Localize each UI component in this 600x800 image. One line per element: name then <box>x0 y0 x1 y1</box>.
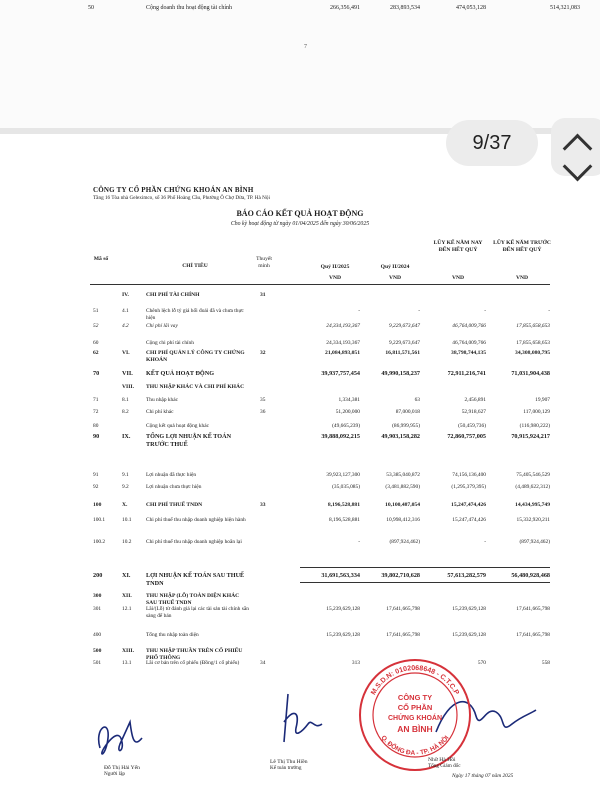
row-item: Chênh lệch lỗ tỷ giá hối đoái đã và chưa thực hiện <box>146 308 244 321</box>
row-value-ytd2024: 17,855,658,653 <box>516 323 550 329</box>
row-section: IV. <box>122 292 129 298</box>
unit-label: VND <box>328 275 342 281</box>
unit-label: VND <box>515 275 529 281</box>
row-code: 100 <box>93 502 102 508</box>
row-item: CHI PHÍ QUẢN LÝ CÔNG TY CHỨNG KHOÁN <box>146 350 245 363</box>
row-value-q2024: (86,999,955) <box>392 423 420 429</box>
row-value: 266,356,491 <box>330 5 360 11</box>
row-value-q2024: 17,641,665,798 <box>386 632 420 638</box>
company-name: CÔNG TY CỔ PHẦN CHỨNG KHOÁN AN BÌNH <box>93 186 254 194</box>
row-section: 4.1 <box>122 308 129 314</box>
row-note: 35 <box>260 397 266 403</box>
report-title: BÁO CÁO KẾT QUẢ HOẠT ĐỘNG <box>236 209 364 218</box>
row-item: Chi phí lãi vay <box>146 323 178 329</box>
row-code: 91 <box>93 472 99 478</box>
row-code: 200 <box>93 572 103 579</box>
preparer-name: Đỗ Thị Hải Yến <box>104 765 140 771</box>
row-value-q2025: 24,334,193,367 <box>326 340 360 346</box>
row-value-q2025: 51,200,000 <box>335 409 360 415</box>
row-value: 283,893,534 <box>390 5 420 11</box>
row-value-q2025: 1,334,381 <box>338 397 360 403</box>
row-value-ytd2024: 17,855,658,653 <box>516 340 550 346</box>
row-value-q2024: - <box>418 308 420 314</box>
row-value-q2025: (49,665,239) <box>332 423 360 429</box>
row-section: IX. <box>122 433 131 440</box>
row-code: 51 <box>93 308 99 314</box>
row-code: 80 <box>93 423 99 429</box>
row-code: 300 <box>93 593 102 599</box>
row-item: TỔNG LỢI NHUẬN KẾ TOÁN TRƯỚC THUẾ <box>146 433 232 448</box>
unit-label: VND <box>388 275 402 281</box>
row-item: KẾT QUẢ HOẠT ĐỘNG <box>146 370 215 377</box>
col-q2025-header: Quý II/2025 <box>320 264 350 270</box>
page-number: 7 <box>304 44 307 50</box>
previous-page <box>0 0 600 128</box>
row-value-ytd2024: 15,332,920,211 <box>516 517 550 523</box>
row-value-ytd2025: 15,247,474,426 <box>451 502 486 508</box>
row-value-ytd2025: 15,247,474,426 <box>452 517 486 523</box>
row-section: VIII. <box>122 384 134 390</box>
row-item: Tổng thu nhập toàn diện <box>146 632 199 638</box>
row-code: 71 <box>93 397 99 403</box>
row-value-q2024: (3,481,882,590) <box>385 484 420 490</box>
row-section: XI. <box>122 572 131 579</box>
row-value-q2025: 8,196,528,881 <box>329 517 360 523</box>
row-value-ytd2025: 72,911,216,741 <box>447 370 486 377</box>
director-name: Nhữ Hà Hồi <box>428 757 456 763</box>
row-value-ytd2025: (50,459,736) <box>458 423 486 429</box>
row-value: 514,321,083 <box>550 5 580 11</box>
row-section: 9.1 <box>122 472 129 478</box>
row-item: Lãi cơ bản trên cổ phiếu (Đồng/1 cổ phiếu) <box>146 660 240 666</box>
row-value-q2025: 313 <box>351 660 360 666</box>
row-value-ytd2025: (1,295,379,395) <box>451 484 486 490</box>
row-value-q2024: 16,811,571,561 <box>385 350 420 356</box>
svg-text:Q. ĐỐNG ĐA - TP. HÀ NỘI <box>379 734 450 757</box>
row-value-q2024: 53,385,040,872 <box>386 472 420 478</box>
svg-text:CHỨNG KHOÁN: CHỨNG KHOÁN <box>387 715 443 722</box>
row-section: XII. <box>122 593 132 599</box>
row-value-ytd2024: 558 <box>541 660 550 666</box>
accountant-role: Kế toán trưởng <box>270 765 302 771</box>
col-code-header: Mã số <box>93 256 109 262</box>
row-value-ytd2024: 56,480,928,468 <box>511 572 550 579</box>
row-note: 34 <box>260 660 266 666</box>
row-value-ytd2024: 75,405,546,529 <box>516 472 550 478</box>
row-section: VII. <box>122 370 133 377</box>
row-value-q2024: 10,998,412,316 <box>386 517 420 523</box>
row-name: Cộng doanh thu hoạt động tài chính <box>146 5 232 11</box>
row-section: 10.2 <box>122 539 132 545</box>
previous-page-row <box>0 2 600 18</box>
row-item: CHI PHÍ TÀI CHÍNH <box>146 292 200 298</box>
row-note: 33 <box>260 502 266 508</box>
row-note: 31 <box>260 292 266 298</box>
row-code: 62 <box>93 350 99 356</box>
row-value-ytd2024: (4,489,622,312) <box>515 484 550 490</box>
preparer-block <box>104 765 140 777</box>
report-period: Cho kỳ hoạt động từ ngày 01/04/2025 đến ngày 30/06/2025 <box>230 221 370 227</box>
row-value-ytd2024: - <box>548 308 550 314</box>
row-code: 400 <box>93 632 102 638</box>
row-value-q2024: 9,229,673,647 <box>389 323 420 329</box>
row-code: 92 <box>93 484 99 490</box>
row-item: THU NHẬP (LỖ) TOÀN DIỆN KHÁC SAU THUẾ TNDN <box>146 593 240 606</box>
row-code: 72 <box>93 409 99 415</box>
unit-label: VND <box>451 275 465 281</box>
row-value-q2025: - <box>358 308 360 314</box>
row-value-ytd2025: 38,798,744,135 <box>451 350 486 356</box>
svg-text:AN BÌNH: AN BÌNH <box>397 724 433 734</box>
row-value-ytd2025: 57,613,282,579 <box>447 572 486 579</box>
company-address: Tầng 16 Tòa nhà Geleximco, số 36 Phố Hoàng Cầu, Phường Ô Chợ Dừa, TP. Hà Nội <box>93 195 270 201</box>
row-value-ytd2025: 15,239,629,128 <box>452 632 486 638</box>
row-value-q2025: 21,084,893,051 <box>325 350 360 356</box>
row-value-q2024: 17,641,665,798 <box>386 606 420 612</box>
row-value-q2025: 31,691,563,334 <box>321 572 360 579</box>
row-value-q2025: 15,239,629,128 <box>326 606 360 612</box>
row-value-q2024: 87,000,018 <box>395 409 420 415</box>
row-value-ytd2024: 17,641,665,798 <box>516 632 550 638</box>
row-item: Chi phí thuế thu nhập doanh nghiệp hiện hành <box>146 517 246 523</box>
row-value-ytd2025: 72,860,757,005 <box>447 433 486 440</box>
row-item: LỢI NHUẬN KẾ TOÁN SAU THUẾ TNDN <box>146 572 245 587</box>
seal-ring-text: M.S.D.N: 0102068648 - C.T.C.P <box>370 664 460 697</box>
row-item: Cộng chi phí tài chính <box>146 340 194 346</box>
row-section: X. <box>122 502 128 508</box>
row-value: 474,053,128 <box>456 5 486 11</box>
row-value-q2025: (35,035,085) <box>332 484 360 490</box>
row-value-ytd2024: (897,924,462) <box>519 539 550 545</box>
row-value-q2025: 15,239,629,128 <box>326 632 360 638</box>
row-value-ytd2024: (116,980,222) <box>519 423 550 429</box>
row-section: 10.1 <box>122 517 132 523</box>
row-section: 9.2 <box>122 484 129 490</box>
row-code: 500 <box>93 648 102 654</box>
row-value-q2024: 10,100,487,054 <box>385 502 420 508</box>
accountant-name: Lê Thị Thu Hiền <box>270 759 308 765</box>
row-note: 36 <box>260 409 266 415</box>
col-ytd2025-header: LŨY KẾ NĂM NAY ĐẾN HẾT QUÝ <box>433 240 483 253</box>
row-item: Thu nhập khác <box>146 397 179 403</box>
row-value-q2025: 39,937,757,454 <box>321 370 360 377</box>
row-value-ytd2025: - <box>484 308 486 314</box>
row-value-ytd2024: 117,000,129 <box>523 409 550 415</box>
row-item: Lợi nhuận đã thực hiện <box>146 472 197 478</box>
row-item: Lãi/(Lỗ) từ đánh giá lại các tài sản tài chính sẵn sàng để bán <box>146 606 249 619</box>
row-value-q2025: 39,888,092,215 <box>321 433 360 440</box>
row-value-q2024: 63 <box>414 397 420 403</box>
row-value-ytd2024: 34,308,080,795 <box>515 350 550 356</box>
row-item: Chi phí thuế thu nhập doanh nghiệp hoãn lại <box>146 539 242 545</box>
row-item: Lợi nhuận chưa thực hiện <box>146 484 202 490</box>
row-value-q2025: 8,196,528,881 <box>327 502 360 508</box>
header-divider <box>90 284 550 285</box>
chevron-down-icon[interactable] <box>563 152 593 182</box>
row-section: 13.1 <box>122 660 132 666</box>
accountant-block <box>270 759 308 771</box>
row-section: 8.1 <box>122 397 129 403</box>
row-code: 100.1 <box>93 517 106 523</box>
row-code: 90 <box>93 433 100 440</box>
director-role: Tổng Giám đốc <box>428 763 461 769</box>
signing-date: Ngày 17 tháng 07 năm 2025 <box>452 773 514 779</box>
row-value-ytd2025: 15,239,629,128 <box>452 606 486 612</box>
row-value-q2025: - <box>358 539 360 545</box>
svg-text:CÔNG TY: CÔNG TY <box>397 693 433 702</box>
col-q2024-header: Quý II/2024 <box>380 264 410 270</box>
svg-text:CỔ PHẦN: CỔ PHẦN <box>397 703 433 712</box>
accountant-signature <box>268 688 338 752</box>
row-value-q2024: 39,802,710,628 <box>381 572 420 579</box>
row-value-ytd2025: 46,764,009,766 <box>452 323 486 329</box>
page-nav[interactable] <box>551 118 600 176</box>
col-ytd2024-header: LŨY KẾ NĂM TRƯỚC ĐẾN HẾT QUÝ <box>493 240 551 253</box>
row-value-ytd2024: 70,915,924,217 <box>511 433 550 440</box>
row-value-q2024: (897,924,462) <box>389 539 420 545</box>
row-value-q2025: 24,334,193,367 <box>326 323 360 329</box>
director-block <box>428 757 461 769</box>
row-item: Cộng kết quả hoạt động khác <box>146 423 210 429</box>
row-section: 8.2 <box>122 409 129 415</box>
row-code: 70 <box>93 370 100 377</box>
row-value-q2024: 49,990,158,237 <box>381 370 420 377</box>
row-value-ytd2025: 52,918,627 <box>461 409 486 415</box>
row-item: CHI PHÍ THUẾ TNDN <box>146 502 203 508</box>
preparer-signature <box>90 708 150 764</box>
row-value-ytd2025: 570 <box>477 660 486 666</box>
row-value-ytd2024: 71,031,904,438 <box>511 370 550 377</box>
col-item-header: CHỈ TIÊU <box>182 263 208 269</box>
row-section: VI. <box>122 350 130 356</box>
row-value-ytd2024: 14,434,995,749 <box>515 502 550 508</box>
row-item: THU NHẬP THUẦN TRÊN CỔ PHIẾU PHỔ THÔNG <box>146 648 243 661</box>
row-item: THU NHẬP KHÁC VÀ CHI PHÍ KHÁC <box>146 384 245 390</box>
row-code: 501 <box>93 660 102 666</box>
row-value-q2025: 39,923,127,300 <box>326 472 360 478</box>
total-divider <box>300 567 550 568</box>
row-value-ytd2025: 74,156,136,400 <box>452 472 486 478</box>
row-code: 301 <box>93 606 102 612</box>
row-value-q2024: 9,229,673,647 <box>389 340 420 346</box>
row-section: 4.2 <box>122 323 129 329</box>
row-code: 60 <box>93 340 99 346</box>
seal-bottom-text: Q. ĐỐNG ĐA - TP. HÀ NỘI <box>379 734 451 757</box>
row-code: 50 <box>88 5 94 11</box>
row-value-ytd2025: 46,764,009,766 <box>452 340 486 346</box>
row-code: 100.2 <box>93 539 106 545</box>
page-counter: 9/37 <box>446 120 538 166</box>
row-code: 52 <box>93 323 99 329</box>
total-divider <box>300 582 550 583</box>
row-item: Chi phí khác <box>146 409 174 415</box>
row-value-ytd2025: 2,456,891 <box>464 397 486 403</box>
row-section: 12.1 <box>122 606 132 612</box>
row-value-ytd2024: 19,907 <box>535 397 550 403</box>
preparer-role: Người lập <box>104 771 125 777</box>
row-section: XIII. <box>122 648 134 654</box>
row-value-q2024: 49,903,158,282 <box>381 433 420 440</box>
row-value-ytd2024: 17,641,665,798 <box>516 606 550 612</box>
row-note: 32 <box>260 350 266 356</box>
row-value-ytd2025: - <box>484 539 486 545</box>
col-note-header: Thuyết minh <box>256 256 272 269</box>
